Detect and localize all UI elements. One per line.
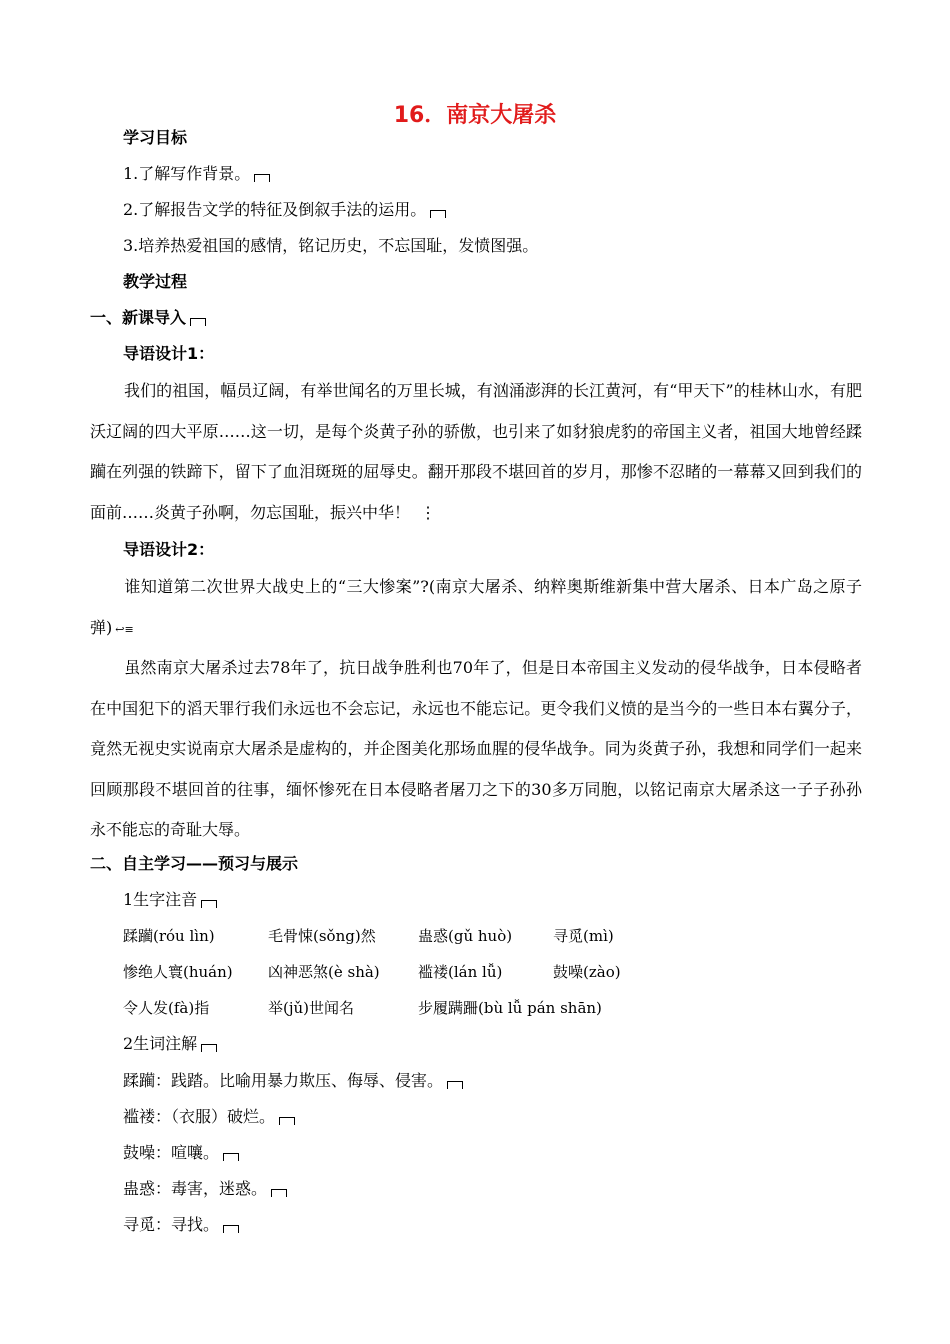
return-mark-icon (190, 318, 206, 326)
vocab-item: 褴褛：（衣服）破烂。 (123, 1107, 295, 1127)
design1-text: 我们的祖国，幅员辽阔，有举世闻名的万里长城，有汹涌澎湃的长江黄河，有“甲天下”的桂林山水，有肥沃辽阔的四大平原……这一切，是每个炎黄子孙的骄傲，也引来了如豺狼虎豹的帝国主义者，祖国大地曾经蹂躏在列强的铁蹄下，留下了血泪斑斑的屈辱史。翻开那段不堪回首的岁月，那惨不忍睹的一幕幕又回到我们的面前……炎黄子孙啊，勿忘国耻，振兴中华！ ⋮ (90, 381, 862, 522)
goal-item: 1.了解写作背景。 (123, 164, 270, 184)
phonetic-item: 蹂躏(róu lìn) (123, 927, 215, 945)
return-mark-icon (223, 1153, 239, 1161)
phonetic-item: 寻觅(mì) (553, 927, 614, 945)
phonetic-item: 凶神恶煞(è shà) (268, 963, 380, 981)
return-mark-icon (430, 210, 446, 218)
vocab-item: 蹂躏：践踏。比喻用暴力欺压、侮辱、侵害。 (123, 1071, 463, 1091)
return-mark-icon (447, 1081, 463, 1089)
phonetic-item: 毛骨悚(sǒng)然 (268, 927, 376, 945)
phonetics-heading: 1生字注音 (123, 890, 217, 910)
phonetic-item: 举(jǔ)世闻名 (268, 999, 355, 1017)
return-mark-icon (271, 1189, 287, 1197)
section2-heading: 二、自主学习——预习与展示 (90, 854, 299, 873)
section1-heading: 一、新课导入 (90, 308, 206, 328)
vocab-item: 蛊惑：毒害，迷惑。 (123, 1179, 287, 1199)
vocab-item: 寻觅：寻找。 (123, 1215, 239, 1235)
goal-item: 3.培养热爱祖国的感情，铭记历史，不忘国耻，发愤图强。 (123, 236, 539, 255)
phonetic-item: 鼓噪(zào) (553, 963, 621, 981)
goals-heading: 学习目标 (123, 128, 188, 147)
design2-heading: 导语设计2： (123, 540, 215, 559)
page-title: 16．南京大屠杀 (393, 103, 557, 128)
vocab-heading: 2生词注解 (123, 1034, 217, 1054)
return-mark-icon (254, 174, 270, 182)
design2-text2: 虽然南京大屠杀过去78年了，抗日战争胜利也70年了，但是日本帝国主义发动的侵华战争，日本侵略者在中国犯下的滔天罪行我们永远也不会忘记，永远也不能忘记。更令我们义愤的是当今的一些日本右翼分子，竟然无视史实说南京大屠杀是虚构的，并企图美化那场血腥的侵华战争。同为炎黄子孙，我想和同学们一起来回顾那段不堪回首的往事，缅怀惨死在日本侵略者屠刀之下的30多万同胞，以铭记南京大屠杀这一子子孙孙永不能忘的奇耻大辱。 (90, 658, 862, 839)
design2-text1: 谁知道第二次世界大战史上的“三大惨案”?(南京大屠杀、纳粹奥斯维新集中营大屠杀、日本广岛之原子弹) ↩≡ (90, 577, 862, 637)
phonetic-item: 蛊惑(gǔ huò) (418, 927, 513, 945)
phonetic-item: 惨绝人寰(huán) (123, 963, 233, 981)
phonetic-item: 褴褛(lán lǚ) (418, 963, 503, 981)
return-mark-icon (201, 1044, 217, 1052)
return-mark-icon (201, 900, 217, 908)
return-mark-icon (223, 1225, 239, 1233)
design1-heading: 导语设计1： (123, 344, 215, 363)
return-mark-icon: ↩≡ (115, 622, 134, 636)
ellipsis-mark-icon: ⋮ (420, 502, 437, 522)
phonetic-item: 步履蹒跚(bù lǚ pán shān) (418, 999, 602, 1017)
goal-item: 2.了解报告文学的特征及倒叙手法的运用。 (123, 200, 446, 220)
process-heading: 教学过程 (123, 272, 188, 291)
vocab-item: 鼓噪：喧嚷。 (123, 1143, 239, 1163)
return-mark-icon (279, 1117, 295, 1125)
phonetic-item: 令人发(fà)指 (123, 999, 210, 1017)
